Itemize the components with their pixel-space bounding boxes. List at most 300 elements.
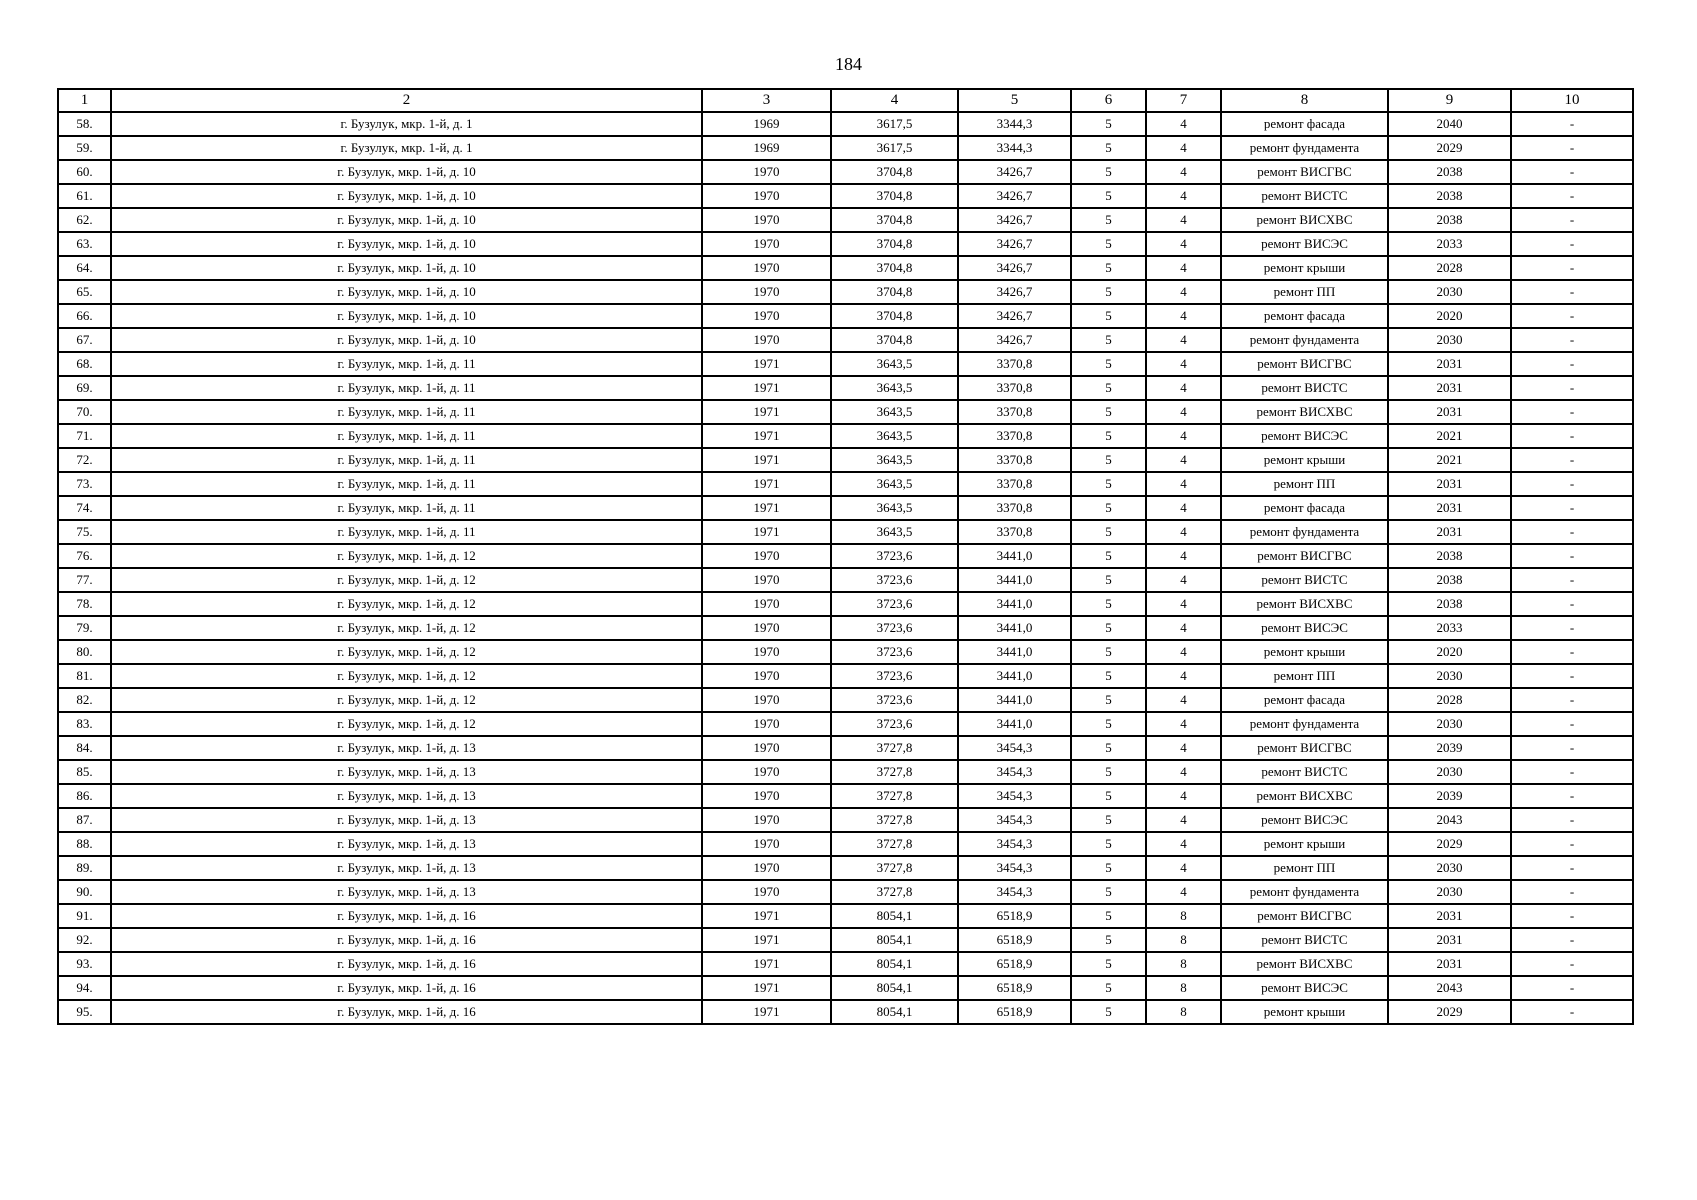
entrances-cell: 4 — [1146, 160, 1221, 184]
year-cell: 1970 — [702, 280, 831, 304]
living-area-cell: 3370,8 — [958, 352, 1071, 376]
note-cell: - — [1511, 592, 1633, 616]
note-cell: - — [1511, 520, 1633, 544]
year-cell: 1970 — [702, 160, 831, 184]
year-cell: 1971 — [702, 1000, 831, 1024]
column-header: 7 — [1146, 89, 1221, 112]
entrances-cell: 4 — [1146, 280, 1221, 304]
floors-cell: 5 — [1071, 544, 1146, 568]
row-number-cell: 87. — [58, 808, 111, 832]
note-cell: - — [1511, 976, 1633, 1000]
entrances-cell: 4 — [1146, 544, 1221, 568]
year-cell: 1970 — [702, 568, 831, 592]
year-cell: 1970 — [702, 712, 831, 736]
address-cell: г. Бузулук, мкр. 1-й, д. 11 — [111, 496, 702, 520]
total-area-cell: 3704,8 — [831, 232, 958, 256]
work-type-cell: ремонт ВИСГВС — [1221, 904, 1388, 928]
floors-cell: 5 — [1071, 472, 1146, 496]
year-cell: 1970 — [702, 784, 831, 808]
address-cell: г. Бузулук, мкр. 1-й, д. 13 — [111, 784, 702, 808]
entrances-cell: 4 — [1146, 496, 1221, 520]
total-area-cell: 8054,1 — [831, 904, 958, 928]
column-header: 6 — [1071, 89, 1146, 112]
living-area-cell: 3426,7 — [958, 280, 1071, 304]
work-type-cell: ремонт ВИСХВС — [1221, 784, 1388, 808]
planned-year-cell: 2030 — [1388, 328, 1511, 352]
planned-year-cell: 2038 — [1388, 208, 1511, 232]
planned-year-cell: 2039 — [1388, 784, 1511, 808]
total-area-cell: 3727,8 — [831, 784, 958, 808]
living-area-cell: 3426,7 — [958, 184, 1071, 208]
entrances-cell: 4 — [1146, 640, 1221, 664]
living-area-cell: 3344,3 — [958, 112, 1071, 136]
table-row — [58, 304, 1633, 328]
year-cell: 1971 — [702, 520, 831, 544]
work-type-cell: ремонт ВИСЭС — [1221, 232, 1388, 256]
floors-cell: 5 — [1071, 928, 1146, 952]
total-area-cell: 3704,8 — [831, 256, 958, 280]
living-area-cell: 3426,7 — [958, 256, 1071, 280]
total-area-cell: 3704,8 — [831, 208, 958, 232]
row-number-cell: 77. — [58, 568, 111, 592]
table-row — [58, 280, 1633, 304]
planned-year-cell: 2031 — [1388, 952, 1511, 976]
table-row — [58, 640, 1633, 664]
note-cell: - — [1511, 928, 1633, 952]
living-area-cell: 6518,9 — [958, 976, 1071, 1000]
planned-year-cell: 2029 — [1388, 136, 1511, 160]
work-type-cell: ремонт ВИСЭС — [1221, 424, 1388, 448]
work-type-cell: ремонт фундамента — [1221, 520, 1388, 544]
total-area-cell: 3704,8 — [831, 304, 958, 328]
note-cell: - — [1511, 352, 1633, 376]
address-cell: г. Бузулук, мкр. 1-й, д. 10 — [111, 256, 702, 280]
row-number-cell: 70. — [58, 400, 111, 424]
row-number-cell: 92. — [58, 928, 111, 952]
planned-year-cell: 2038 — [1388, 568, 1511, 592]
floors-cell: 5 — [1071, 856, 1146, 880]
floors-cell: 5 — [1071, 880, 1146, 904]
year-cell: 1970 — [702, 304, 831, 328]
work-type-cell: ремонт ПП — [1221, 472, 1388, 496]
row-number-cell: 84. — [58, 736, 111, 760]
floors-cell: 5 — [1071, 640, 1146, 664]
note-cell: - — [1511, 400, 1633, 424]
total-area-cell: 3643,5 — [831, 400, 958, 424]
address-cell: г. Бузулук, мкр. 1-й, д. 16 — [111, 952, 702, 976]
address-cell: г. Бузулук, мкр. 1-й, д. 12 — [111, 664, 702, 688]
address-cell: г. Бузулук, мкр. 1-й, д. 13 — [111, 808, 702, 832]
work-type-cell: ремонт ВИСЭС — [1221, 808, 1388, 832]
work-type-cell: ремонт ВИСТС — [1221, 376, 1388, 400]
table-body — [58, 112, 1633, 1024]
floors-cell: 5 — [1071, 832, 1146, 856]
address-cell: г. Бузулук, мкр. 1-й, д. 13 — [111, 856, 702, 880]
table-row — [58, 616, 1633, 640]
entrances-cell: 4 — [1146, 784, 1221, 808]
table-row — [58, 760, 1633, 784]
note-cell: - — [1511, 544, 1633, 568]
total-area-cell: 3723,6 — [831, 568, 958, 592]
note-cell: - — [1511, 184, 1633, 208]
row-number-cell: 73. — [58, 472, 111, 496]
entrances-cell: 4 — [1146, 880, 1221, 904]
year-cell: 1971 — [702, 424, 831, 448]
entrances-cell: 4 — [1146, 736, 1221, 760]
row-number-cell: 75. — [58, 520, 111, 544]
column-header: 5 — [958, 89, 1071, 112]
year-cell: 1971 — [702, 400, 831, 424]
entrances-cell: 8 — [1146, 1000, 1221, 1024]
planned-year-cell: 2028 — [1388, 256, 1511, 280]
planned-year-cell: 2020 — [1388, 640, 1511, 664]
note-cell: - — [1511, 376, 1633, 400]
note-cell: - — [1511, 904, 1633, 928]
row-number-cell: 58. — [58, 112, 111, 136]
column-header: 3 — [702, 89, 831, 112]
floors-cell: 5 — [1071, 952, 1146, 976]
table-row — [58, 424, 1633, 448]
row-number-cell: 85. — [58, 760, 111, 784]
address-cell: г. Бузулук, мкр. 1-й, д. 10 — [111, 208, 702, 232]
living-area-cell: 6518,9 — [958, 928, 1071, 952]
entrances-cell: 4 — [1146, 472, 1221, 496]
entrances-cell: 4 — [1146, 712, 1221, 736]
total-area-cell: 8054,1 — [831, 1000, 958, 1024]
planned-year-cell: 2043 — [1388, 976, 1511, 1000]
entrances-cell: 4 — [1146, 208, 1221, 232]
planned-year-cell: 2031 — [1388, 376, 1511, 400]
note-cell: - — [1511, 304, 1633, 328]
data-table — [57, 88, 1634, 1025]
address-cell: г. Бузулук, мкр. 1-й, д. 10 — [111, 280, 702, 304]
table-row — [58, 784, 1633, 808]
address-cell: г. Бузулук, мкр. 1-й, д. 1 — [111, 136, 702, 160]
planned-year-cell: 2030 — [1388, 880, 1511, 904]
planned-year-cell: 2031 — [1388, 496, 1511, 520]
entrances-cell: 4 — [1146, 664, 1221, 688]
living-area-cell: 3441,0 — [958, 688, 1071, 712]
address-cell: г. Бузулук, мкр. 1-й, д. 13 — [111, 832, 702, 856]
note-cell: - — [1511, 664, 1633, 688]
total-area-cell: 3643,5 — [831, 496, 958, 520]
planned-year-cell: 2020 — [1388, 304, 1511, 328]
table-row — [58, 112, 1633, 136]
year-cell: 1971 — [702, 448, 831, 472]
year-cell: 1971 — [702, 976, 831, 1000]
address-cell: г. Бузулук, мкр. 1-й, д. 12 — [111, 688, 702, 712]
work-type-cell: ремонт фундамента — [1221, 136, 1388, 160]
living-area-cell: 6518,9 — [958, 904, 1071, 928]
work-type-cell: ремонт ВИСЭС — [1221, 616, 1388, 640]
floors-cell: 5 — [1071, 904, 1146, 928]
entrances-cell: 4 — [1146, 688, 1221, 712]
note-cell: - — [1511, 688, 1633, 712]
year-cell: 1970 — [702, 232, 831, 256]
address-cell: г. Бузулук, мкр. 1-й, д. 16 — [111, 928, 702, 952]
floors-cell: 5 — [1071, 664, 1146, 688]
row-number-cell: 93. — [58, 952, 111, 976]
table-row — [58, 376, 1633, 400]
living-area-cell: 3454,3 — [958, 760, 1071, 784]
total-area-cell: 3727,8 — [831, 760, 958, 784]
year-cell: 1971 — [702, 376, 831, 400]
planned-year-cell: 2029 — [1388, 1000, 1511, 1024]
planned-year-cell: 2030 — [1388, 664, 1511, 688]
entrances-cell: 4 — [1146, 616, 1221, 640]
row-number-cell: 68. — [58, 352, 111, 376]
living-area-cell: 3426,7 — [958, 160, 1071, 184]
planned-year-cell: 2031 — [1388, 400, 1511, 424]
column-header: 10 — [1511, 89, 1633, 112]
planned-year-cell: 2040 — [1388, 112, 1511, 136]
year-cell: 1970 — [702, 856, 831, 880]
total-area-cell: 8054,1 — [831, 976, 958, 1000]
entrances-cell: 8 — [1146, 952, 1221, 976]
column-header: 9 — [1388, 89, 1511, 112]
year-cell: 1970 — [702, 544, 831, 568]
floors-cell: 5 — [1071, 784, 1146, 808]
planned-year-cell: 2028 — [1388, 688, 1511, 712]
floors-cell: 5 — [1071, 400, 1146, 424]
floors-cell: 5 — [1071, 712, 1146, 736]
row-number-cell: 83. — [58, 712, 111, 736]
note-cell: - — [1511, 472, 1633, 496]
total-area-cell: 3643,5 — [831, 376, 958, 400]
entrances-cell: 4 — [1146, 400, 1221, 424]
entrances-cell: 8 — [1146, 976, 1221, 1000]
total-area-cell: 3617,5 — [831, 136, 958, 160]
total-area-cell: 3643,5 — [831, 472, 958, 496]
note-cell: - — [1511, 736, 1633, 760]
row-number-cell: 71. — [58, 424, 111, 448]
entrances-cell: 4 — [1146, 328, 1221, 352]
planned-year-cell: 2038 — [1388, 160, 1511, 184]
table-row — [58, 976, 1633, 1000]
entrances-cell: 4 — [1146, 136, 1221, 160]
address-cell: г. Бузулук, мкр. 1-й, д. 13 — [111, 880, 702, 904]
living-area-cell: 3370,8 — [958, 496, 1071, 520]
work-type-cell: ремонт крыши — [1221, 1000, 1388, 1024]
total-area-cell: 3723,6 — [831, 640, 958, 664]
living-area-cell: 6518,9 — [958, 952, 1071, 976]
work-type-cell: ремонт ВИСГВС — [1221, 160, 1388, 184]
work-type-cell: ремонт крыши — [1221, 832, 1388, 856]
living-area-cell: 3441,0 — [958, 712, 1071, 736]
floors-cell: 5 — [1071, 688, 1146, 712]
address-cell: г. Бузулук, мкр. 1-й, д. 10 — [111, 328, 702, 352]
floors-cell: 5 — [1071, 520, 1146, 544]
row-number-cell: 61. — [58, 184, 111, 208]
column-header: 8 — [1221, 89, 1388, 112]
note-cell: - — [1511, 712, 1633, 736]
work-type-cell: ремонт ВИСГВС — [1221, 352, 1388, 376]
living-area-cell: 6518,9 — [958, 1000, 1071, 1024]
year-cell: 1971 — [702, 904, 831, 928]
row-number-cell: 95. — [58, 1000, 111, 1024]
year-cell: 1970 — [702, 760, 831, 784]
work-type-cell: ремонт ПП — [1221, 856, 1388, 880]
row-number-cell: 66. — [58, 304, 111, 328]
living-area-cell: 3426,7 — [958, 232, 1071, 256]
total-area-cell: 3704,8 — [831, 280, 958, 304]
address-cell: г. Бузулук, мкр. 1-й, д. 10 — [111, 304, 702, 328]
work-type-cell: ремонт ВИСХВС — [1221, 592, 1388, 616]
row-number-cell: 59. — [58, 136, 111, 160]
total-area-cell: 3723,6 — [831, 592, 958, 616]
year-cell: 1970 — [702, 256, 831, 280]
entrances-cell: 4 — [1146, 112, 1221, 136]
floors-cell: 5 — [1071, 376, 1146, 400]
address-cell: г. Бузулук, мкр. 1-й, д. 12 — [111, 568, 702, 592]
entrances-cell: 4 — [1146, 376, 1221, 400]
total-area-cell: 3727,8 — [831, 856, 958, 880]
address-cell: г. Бузулук, мкр. 1-й, д. 12 — [111, 592, 702, 616]
living-area-cell: 3370,8 — [958, 520, 1071, 544]
note-cell: - — [1511, 328, 1633, 352]
work-type-cell: ремонт фундамента — [1221, 712, 1388, 736]
page-number: 184 — [835, 54, 862, 74]
note-cell: - — [1511, 496, 1633, 520]
total-area-cell: 3617,5 — [831, 112, 958, 136]
total-area-cell: 3704,8 — [831, 184, 958, 208]
address-cell: г. Бузулук, мкр. 1-й, д. 16 — [111, 1000, 702, 1024]
work-type-cell: ремонт фундамента — [1221, 880, 1388, 904]
note-cell: - — [1511, 280, 1633, 304]
planned-year-cell: 2043 — [1388, 808, 1511, 832]
floors-cell: 5 — [1071, 280, 1146, 304]
total-area-cell: 3643,5 — [831, 424, 958, 448]
entrances-cell: 4 — [1146, 256, 1221, 280]
floors-cell: 5 — [1071, 568, 1146, 592]
table-row — [58, 952, 1633, 976]
work-type-cell: ремонт фасада — [1221, 688, 1388, 712]
floors-cell: 5 — [1071, 304, 1146, 328]
total-area-cell: 3723,6 — [831, 664, 958, 688]
total-area-cell: 8054,1 — [831, 928, 958, 952]
year-cell: 1970 — [702, 328, 831, 352]
year-cell: 1970 — [702, 592, 831, 616]
note-cell: - — [1511, 160, 1633, 184]
planned-year-cell: 2031 — [1388, 472, 1511, 496]
total-area-cell: 3727,8 — [831, 808, 958, 832]
entrances-cell: 4 — [1146, 448, 1221, 472]
row-number-cell: 76. — [58, 544, 111, 568]
header-row — [58, 89, 1633, 112]
table-row — [58, 400, 1633, 424]
floors-cell: 5 — [1071, 592, 1146, 616]
note-cell: - — [1511, 256, 1633, 280]
address-cell: г. Бузулук, мкр. 1-й, д. 16 — [111, 904, 702, 928]
address-cell: г. Бузулук, мкр. 1-й, д. 1 — [111, 112, 702, 136]
table-row — [58, 880, 1633, 904]
floors-cell: 5 — [1071, 760, 1146, 784]
year-cell: 1970 — [702, 208, 831, 232]
living-area-cell: 3426,7 — [958, 208, 1071, 232]
entrances-cell: 4 — [1146, 592, 1221, 616]
row-number-cell: 65. — [58, 280, 111, 304]
note-cell: - — [1511, 232, 1633, 256]
year-cell: 1970 — [702, 832, 831, 856]
floors-cell: 5 — [1071, 808, 1146, 832]
address-cell: г. Бузулук, мкр. 1-й, д. 11 — [111, 424, 702, 448]
table-row — [58, 136, 1633, 160]
work-type-cell: ремонт крыши — [1221, 640, 1388, 664]
floors-cell: 5 — [1071, 424, 1146, 448]
note-cell: - — [1511, 880, 1633, 904]
total-area-cell: 3723,6 — [831, 616, 958, 640]
address-cell: г. Бузулук, мкр. 1-й, д. 12 — [111, 640, 702, 664]
living-area-cell: 3426,7 — [958, 304, 1071, 328]
column-header: 4 — [831, 89, 958, 112]
total-area-cell: 3643,5 — [831, 448, 958, 472]
floors-cell: 5 — [1071, 976, 1146, 1000]
living-area-cell: 3441,0 — [958, 592, 1071, 616]
table-row — [58, 808, 1633, 832]
living-area-cell: 3426,7 — [958, 328, 1071, 352]
row-number-cell: 64. — [58, 256, 111, 280]
address-cell: г. Бузулук, мкр. 1-й, д. 10 — [111, 184, 702, 208]
work-type-cell: ремонт фасада — [1221, 496, 1388, 520]
row-number-cell: 80. — [58, 640, 111, 664]
year-cell: 1970 — [702, 736, 831, 760]
address-cell: г. Бузулук, мкр. 1-й, д. 11 — [111, 400, 702, 424]
table-row — [58, 328, 1633, 352]
column-header: 1 — [58, 89, 111, 112]
total-area-cell: 3723,6 — [831, 712, 958, 736]
entrances-cell: 4 — [1146, 760, 1221, 784]
living-area-cell: 3370,8 — [958, 376, 1071, 400]
work-type-cell: ремонт ВИСХВС — [1221, 400, 1388, 424]
planned-year-cell: 2021 — [1388, 424, 1511, 448]
row-number-cell: 79. — [58, 616, 111, 640]
year-cell: 1970 — [702, 640, 831, 664]
table-row — [58, 568, 1633, 592]
floors-cell: 5 — [1071, 112, 1146, 136]
year-cell: 1970 — [702, 664, 831, 688]
work-type-cell: ремонт фундамента — [1221, 328, 1388, 352]
planned-year-cell: 2031 — [1388, 352, 1511, 376]
year-cell: 1969 — [702, 112, 831, 136]
entrances-cell: 4 — [1146, 832, 1221, 856]
floors-cell: 5 — [1071, 184, 1146, 208]
table-row — [58, 592, 1633, 616]
address-cell: г. Бузулук, мкр. 1-й, д. 10 — [111, 232, 702, 256]
year-cell: 1971 — [702, 352, 831, 376]
note-cell: - — [1511, 640, 1633, 664]
year-cell: 1970 — [702, 688, 831, 712]
floors-cell: 5 — [1071, 208, 1146, 232]
row-number-cell: 82. — [58, 688, 111, 712]
note-cell: - — [1511, 136, 1633, 160]
floors-cell: 5 — [1071, 736, 1146, 760]
entrances-cell: 4 — [1146, 568, 1221, 592]
note-cell: - — [1511, 1000, 1633, 1024]
note-cell: - — [1511, 208, 1633, 232]
work-type-cell: ремонт ВИСТС — [1221, 928, 1388, 952]
floors-cell: 5 — [1071, 328, 1146, 352]
year-cell: 1971 — [702, 496, 831, 520]
planned-year-cell: 2038 — [1388, 544, 1511, 568]
living-area-cell: 3441,0 — [958, 616, 1071, 640]
floors-cell: 5 — [1071, 136, 1146, 160]
table-row — [58, 448, 1633, 472]
table-row — [58, 712, 1633, 736]
year-cell: 1970 — [702, 184, 831, 208]
total-area-cell: 3723,6 — [831, 544, 958, 568]
work-type-cell: ремонт ВИСЭС — [1221, 976, 1388, 1000]
row-number-cell: 63. — [58, 232, 111, 256]
